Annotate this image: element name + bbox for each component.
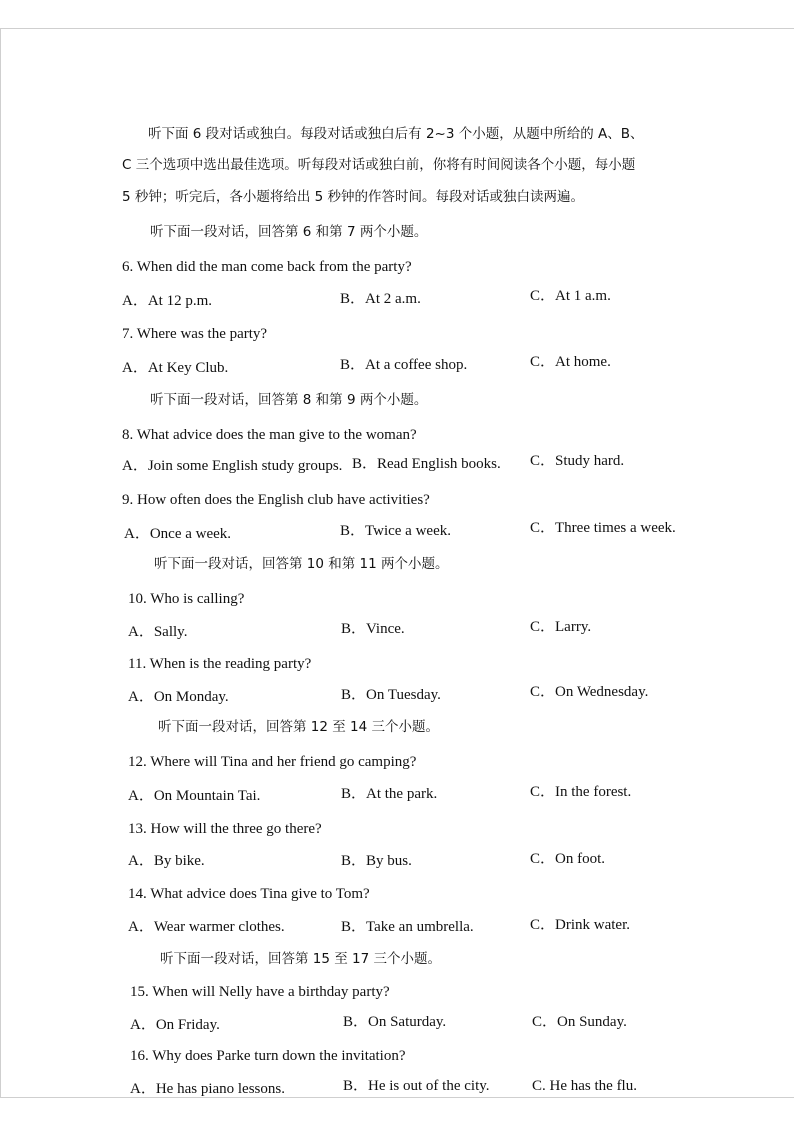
- question-8-option-b: B．Read English books.: [352, 456, 501, 472]
- section-instruction: 听下面一段对话，回答第 12 至 14 三个小题。: [158, 719, 440, 735]
- section-instruction: 听下面一段对话，回答第 15 至 17 三个小题。: [160, 951, 442, 967]
- question-6: 6. When did the man come back from the party?: [122, 259, 412, 275]
- intro-line-3: 5 秒钟；听完后，各小题将给出 5 秒钟的作答时间。每段对话或独白读两遍。: [122, 189, 585, 205]
- question-9-option-c: C．Three times a week.: [530, 520, 676, 536]
- question-15-option-b: B．On Saturday.: [343, 1014, 447, 1030]
- question-10: 10. Who is calling?: [128, 591, 245, 607]
- intro-line-2: C 三个选项中选出最佳选项。听每段对话或独白前，你将有时间阅读各个小题，每小题: [122, 157, 636, 173]
- question-14-option-c: C．Drink water.: [530, 917, 630, 933]
- question-6-option-a: A．At 12 p.m.: [122, 293, 213, 309]
- question-12-option-b: B．At the park.: [341, 786, 438, 802]
- intro-line-1: 听下面 6 段对话或独白。每段对话或独白后有 2~3 个小题，从题中所给的 A、B、: [148, 126, 644, 142]
- question-12-option-a: A．On Mountain Tai.: [128, 788, 261, 804]
- question-16: 16. Why does Parke turn down the invitation?: [130, 1048, 406, 1064]
- question-8-option-c: C．Study hard.: [530, 453, 625, 469]
- question-8: 8. What advice does the man give to the woman?: [122, 427, 417, 443]
- question-11: 11. When is the reading party?: [128, 656, 312, 672]
- question-9-option-a: A．Once a week.: [124, 526, 232, 542]
- question-13: 13. How will the three go there?: [128, 821, 322, 837]
- question-9-option-b: B．Twice a week.: [340, 523, 451, 539]
- question-14: 14. What advice does Tina give to Tom?: [128, 886, 370, 902]
- question-12: 12. Where will Tina and her friend go camping?: [128, 754, 417, 770]
- question-7-option-c: C．At home.: [530, 354, 611, 370]
- question-11-option-a: A．On Monday.: [128, 689, 229, 705]
- question-10-option-b: B．Vince.: [341, 621, 405, 637]
- section-instruction: 听下面一段对话，回答第 8 和第 9 两个小题。: [150, 392, 428, 408]
- question-6-option-c: C．At 1 a.m.: [530, 288, 611, 304]
- question-7-option-b: B．At a coffee shop.: [340, 357, 468, 373]
- question-12-option-c: C．In the forest.: [530, 784, 632, 800]
- question-10-option-c: C．Larry.: [530, 619, 592, 635]
- question-9: 9. How often does the English club have activities?: [122, 492, 430, 508]
- question-16-option-b: B．He is out of the city.: [343, 1078, 490, 1094]
- question-7-option-a: A．At Key Club.: [122, 360, 229, 376]
- question-15-option-c: C．On Sunday.: [532, 1014, 627, 1030]
- question-16-option-a: A．He has piano lessons.: [130, 1081, 285, 1097]
- question-13-option-b: B．By bus.: [341, 853, 412, 869]
- question-13-option-a: A．By bike.: [128, 853, 205, 869]
- question-11-option-c: C．On Wednesday.: [530, 684, 649, 700]
- section-instruction: 听下面一段对话，回答第 10 和第 11 两个小题。: [154, 556, 449, 572]
- question-13-option-c: C．On foot.: [530, 851, 606, 867]
- question-15-option-a: A．On Friday.: [130, 1017, 220, 1033]
- question-11-option-b: B．On Tuesday.: [341, 687, 441, 703]
- question-7: 7. Where was the party?: [122, 326, 268, 342]
- question-15: 15. When will Nelly have a birthday party?: [130, 984, 390, 1000]
- question-14-option-b: B．Take an umbrella.: [341, 919, 474, 935]
- question-16-option-c: C. He has the flu.: [532, 1078, 637, 1094]
- question-10-option-a: A．Sally.: [128, 624, 188, 640]
- section-instruction: 听下面一段对话，回答第 6 和第 7 两个小题。: [150, 224, 428, 240]
- question-6-option-b: B．At 2 a.m.: [340, 291, 421, 307]
- question-8-option-a: A．Join some English study groups.: [122, 458, 343, 474]
- question-14-option-a: A．Wear warmer clothes.: [128, 919, 285, 935]
